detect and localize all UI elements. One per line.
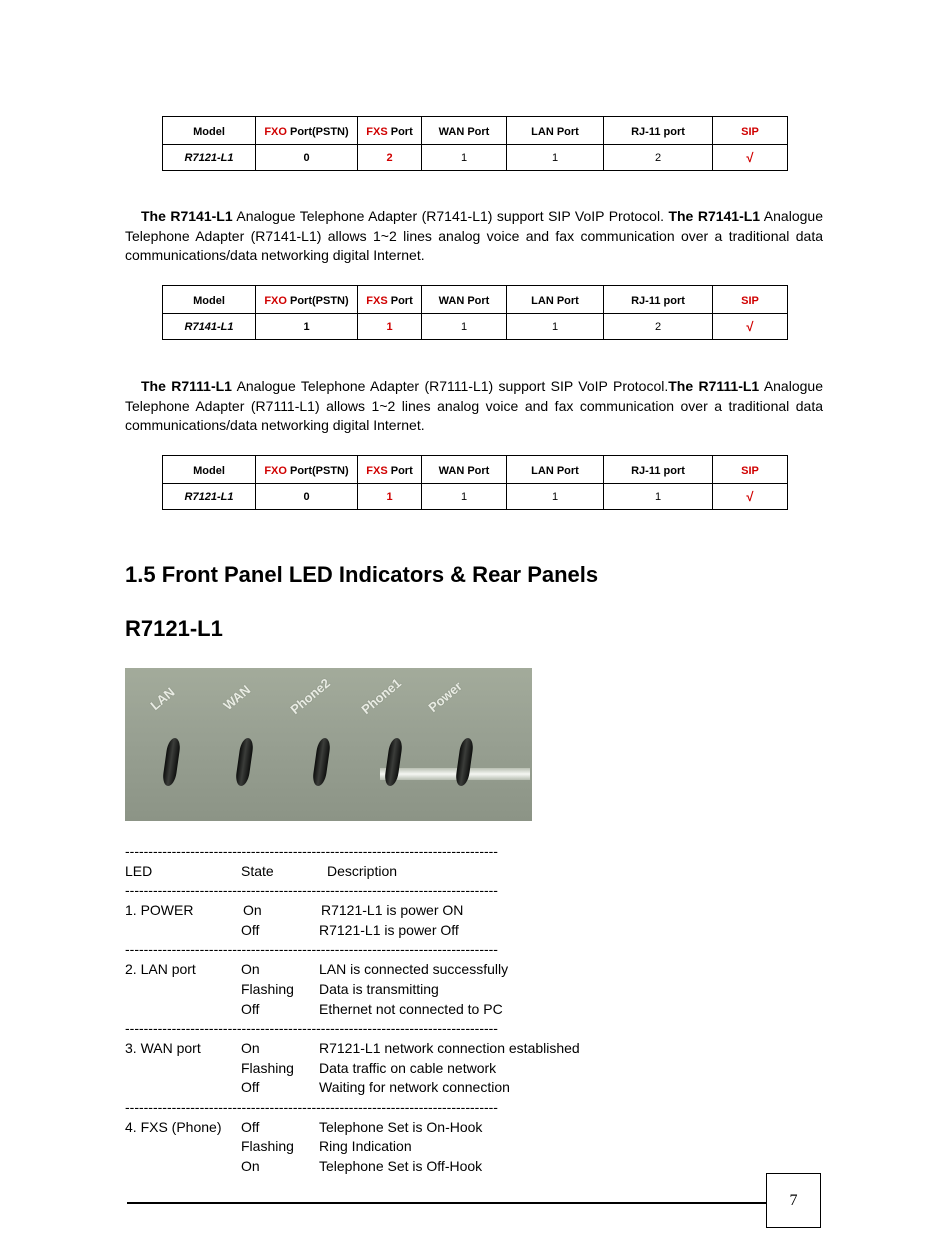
cell-model: R7121-L1 [163,145,256,171]
led-state: On [241,961,260,978]
header-wan: WAN Port [422,456,507,484]
header-sip: SIP [713,286,788,314]
section-heading: 1.5 Front Panel LED Indicators & Rear Panels [125,562,599,587]
led-list-header [125,862,645,882]
list-item [125,1137,645,1157]
led-state: Flashing [241,1059,294,1076]
front-panel-photo [125,668,532,821]
cell-fxo: 0 [256,145,358,171]
list-item [125,960,645,980]
led-state: Off [241,1000,260,1017]
led-state: Flashing [241,1138,294,1155]
header-rj11: RJ-11 port [604,286,713,314]
divider: -------------------------------------------------------------------------------- [125,843,498,859]
photo-label-lan: LAN [147,684,178,713]
table-row [163,314,788,340]
divider: -------------------------------------------------------------------------------- [125,941,498,958]
led-description: Data traffic on cable network [319,1059,497,1076]
description-paragraph-r7141: The R7141-L1 Analogue Telephone Adapter (R7141-L1) support SIP VoIP Protocol. The R7141-L1 Analogue Telephone Adapter (R7141-L1) allows 1~2 lines analog voice and fax communication over a traditional data communications/data networking digital Internet. [125,208,823,263]
spec-table-3 [162,455,788,510]
led-description: R7121-L1 is power ON [321,902,464,919]
lan-led-icon [162,738,182,786]
list-item [125,1000,645,1020]
divider: -------------------------------------------------------------------------------- [125,1020,498,1037]
cell-fxs: 2 [358,145,422,171]
led-state: On [243,902,262,919]
header-lan: LAN Port [507,286,604,314]
header-fxo: FXO Port(PSTN) [256,456,358,484]
header-description: Description [327,862,398,879]
table-row [163,484,788,510]
header-lan: LAN Port [507,456,604,484]
header-wan: WAN Port [422,117,507,145]
led-state: Off [241,921,260,938]
cell-sip-check: √ [713,314,788,340]
header-sip: SIP [713,456,788,484]
led-description: Telephone Set is On-Hook [319,1118,483,1135]
list-item [125,1078,645,1098]
cell-fxs: 1 [358,314,422,340]
header-fxs: FXS Port [358,117,422,145]
header-fxo: FXO Port(PSTN) [256,286,358,314]
list-item [125,1059,645,1079]
cell-wan: 1 [422,314,507,340]
table-header-row [163,117,788,145]
cell-sip-check: √ [713,145,788,171]
led-description: R7121-L1 is power Off [319,921,459,938]
header-fxs: FXS Port [358,456,422,484]
photo-label-phone1: Phone1 [358,675,404,717]
led-state: Off [241,1118,260,1135]
light-strip [380,768,530,780]
header-model: Model [163,286,256,314]
header-model: Model [163,456,256,484]
header-wan: WAN Port [422,286,507,314]
photo-label-phone2: Phone2 [287,675,333,717]
header-model: Model [163,117,256,145]
led-description: R7121-L1 network connection established [319,1039,580,1056]
header-state: State [241,862,274,879]
table-header-row [163,456,788,484]
cell-wan: 1 [422,145,507,171]
led-indicator-list [125,842,645,1177]
spec-table-2 [162,285,788,340]
list-item [125,1157,645,1177]
header-lan: LAN Port [507,117,604,145]
led-state: Off [241,1079,260,1096]
header-led: LED [125,862,153,879]
cell-lan: 1 [507,484,604,510]
led-state: Flashing [241,980,294,997]
photo-label-wan: WAN [220,682,254,713]
led-description: Waiting for network connection [319,1079,510,1096]
divider: -------------------------------------------------------------------------------- [125,1099,498,1115]
list-item [125,1118,645,1138]
cell-fxo: 1 [256,314,358,340]
header-rj11: RJ-11 port [604,117,713,145]
description-paragraph-r7111: The R7111-L1 Analogue Telephone Adapter (R7111-L1) support SIP VoIP Protocol.The R7111-L1 Analogue Telephone Adapter (R7111-L1) allows 1~2 lines analog voice and fax communication over a traditional data communications/data networking digital Internet. [125,378,823,433]
phone2-led-icon [312,738,332,786]
table-row [163,145,788,171]
cell-rj11: 2 [604,314,713,340]
spec-table-1 [162,116,788,171]
led-state: On [241,1158,260,1175]
cell-fxs: 1 [358,484,422,510]
cell-wan: 1 [422,484,507,510]
list-item [125,901,645,921]
led-description: Telephone Set is Off-Hook [319,1158,483,1175]
list-item [125,1039,645,1059]
led-state: On [241,1039,260,1056]
led-description: LAN is connected successfully [319,961,509,978]
led-description: Ethernet not connected to PC [319,1000,503,1017]
model-heading: R7121-L1 [125,616,223,641]
header-fxo: FXO Port(PSTN) [256,117,358,145]
cell-model: R7121-L1 [163,484,256,510]
list-item [125,921,645,941]
led-name: 1. POWER [125,902,194,919]
photo-label-power: Power [425,678,465,715]
cell-sip-check: √ [713,484,788,510]
cell-model: R7141-L1 [163,314,256,340]
led-description: Ring Indication [319,1138,412,1155]
header-sip: SIP [713,117,788,145]
divider: -------------------------------------------------------------------------------- [125,882,498,899]
cell-fxo: 0 [256,484,358,510]
list-item [125,980,645,1000]
cell-lan: 1 [507,314,604,340]
page-number: 7 [766,1173,821,1228]
footer-rule [127,1202,767,1204]
cell-rj11: 1 [604,484,713,510]
table-header-row [163,286,788,314]
cell-rj11: 2 [604,145,713,171]
led-name: 3. WAN port [125,1039,201,1056]
led-description: Data is transmitting [319,980,439,997]
header-rj11: RJ-11 port [604,456,713,484]
wan-led-icon [235,738,255,786]
header-fxs: FXS Port [358,286,422,314]
led-name: 4. FXS (Phone) [125,1118,222,1135]
led-name: 2. LAN port [125,961,196,978]
cell-lan: 1 [507,145,604,171]
